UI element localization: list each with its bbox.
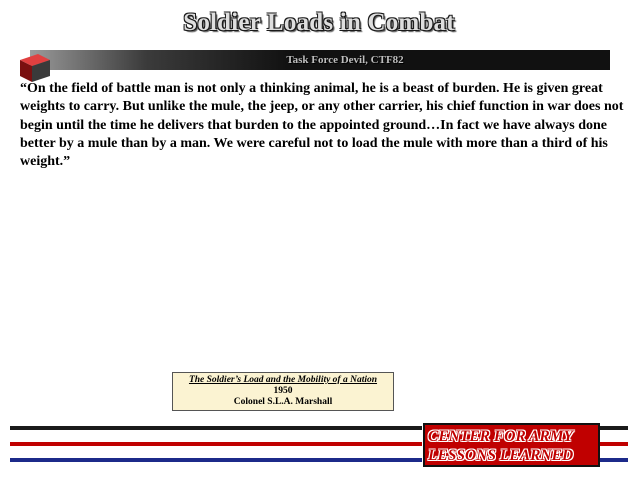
title-banner-bar [30, 50, 610, 70]
source-title: The Soldier’s Load and the Mobility of a Nation [188, 375, 378, 385]
source-author: Colonel S.L.A. Marshall [233, 397, 333, 407]
quote-text: “On the field of battle man is not only a thinking animal, he is a beast of burden. He is given great weights to carry. But unlike the mule, the jeep, or any other carrier, his chief function in war does not begin until the time he delivers that burden to the appointed ground…In fact we have always done better by a mule than by a man. We were careful not to load the mule with more than a third of his weight.” [20, 81, 624, 170]
footer-stripe-red [10, 442, 422, 446]
slide-title: Soldier Loads in Combat [183, 9, 455, 36]
footer-stripe-blue-right [600, 458, 628, 462]
call-logo-line2: LESSONS LEARNED [428, 447, 574, 464]
call-logo [423, 423, 600, 467]
footer-stripe-black [10, 426, 422, 430]
footer-stripe-black-right [600, 426, 628, 430]
source-citation-box [172, 372, 394, 411]
footer-stripe-blue [10, 458, 422, 462]
source-year: 1950 [273, 386, 293, 396]
call-logo-line1: CENTER FOR ARMY [428, 428, 573, 445]
banner-text: Task Force Devil, CTF82 [286, 54, 404, 66]
footer-stripe-red-right [600, 442, 628, 446]
